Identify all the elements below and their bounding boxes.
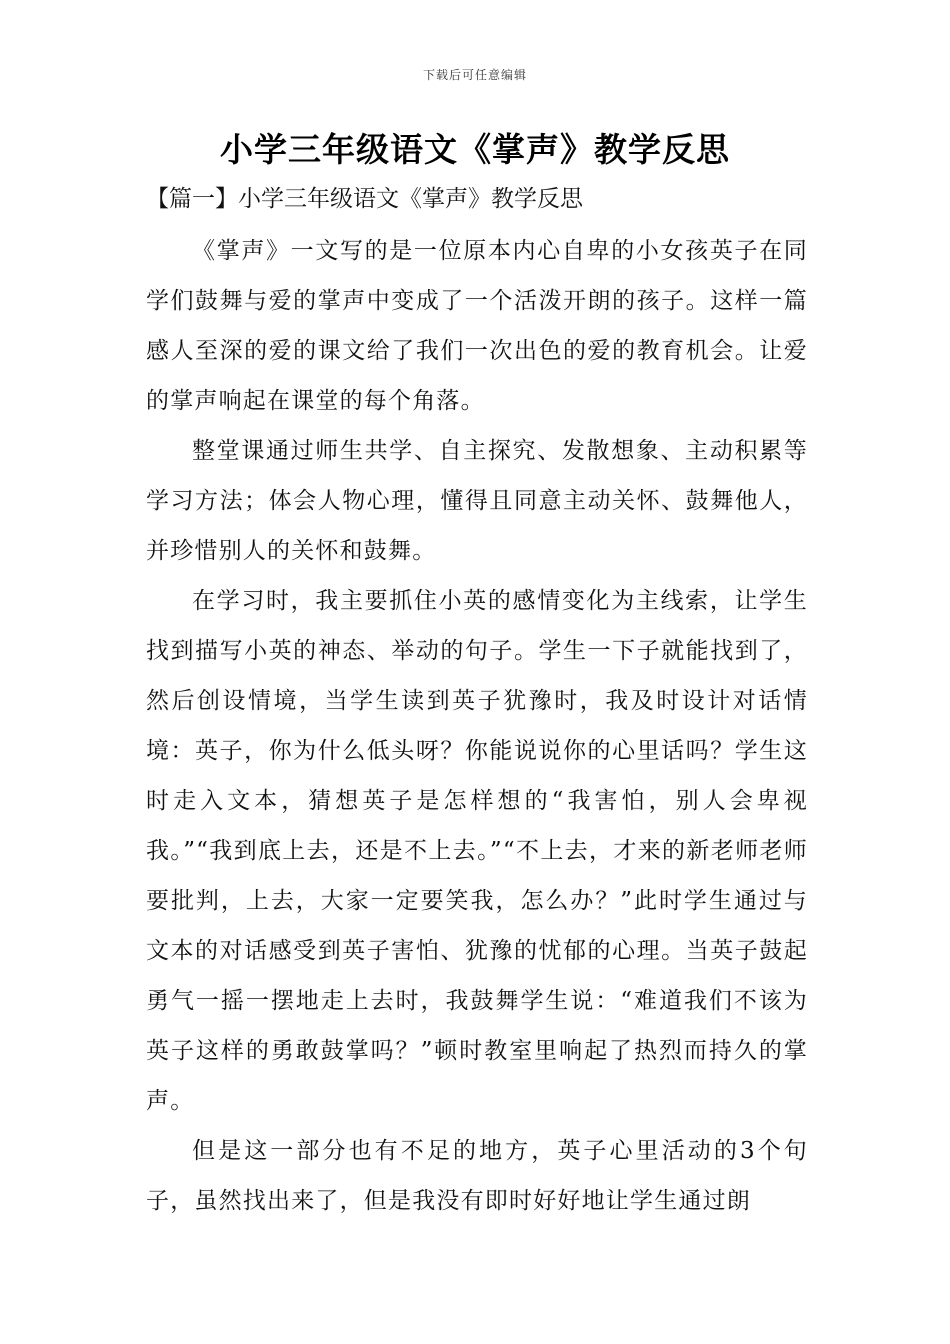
- paragraph-4: 但是这一部分也有不足的地方，英子心里活动的3个句子，虽然找出来了，但是我没有即时好好地让学生通过朗: [146, 1138, 808, 1214]
- paragraph-2: 整堂课通过师生共学、自主探究、发散想象、主动积累等学习方法；体会人物心理，懂得且同意主动关怀、鼓舞他人，并珍惜别人的关怀和鼓舞。: [146, 438, 808, 564]
- section-title: 【篇一】小学三年级语文《掌声》教学反思: [146, 186, 583, 212]
- document-body: [146, 226, 808, 1226]
- document-title: 小学三年级语文《掌声》教学反思: [220, 130, 730, 169]
- header-note: 下载后可任意编辑: [422, 68, 527, 82]
- paragraph-3: 在学习时，我主要抓住小英的感情变化为主线索，让学生找到描写小英的神态、举动的句子。学生一下子就能找到了，然后创设情境，当学生读到英子犹豫时，我及时设计对话情境：英子，你为什么低头呀？你能说说你的心里话吗？学生这时走入文本，猜想英子是怎样想的“我害怕，别人会卑视我。”“我到底上去，还是不上去。”“不上去，才来的新老师老师要批判，上去，大家一定要笑我，怎么办？”此时学生通过与文本的对话感受到英子害怕、犹豫的忧郁的心理。当英子鼓起勇气一摇一摆地走上去时，我鼓舞学生说：“难道我们不该为英子这样的勇敢鼓掌吗？”顿时教室里响起了热烈而持久的掌声。: [146, 588, 808, 1114]
- paragraph-1: 《掌声》一文写的是一位原本内心自卑的小女孩英子在同学们鼓舞与爱的掌声中变成了一个活泼开朗的孩子。这样一篇感人至深的爱的课文给了我们一次出色的爱的教育机会。让爱的掌声响起在课堂的每个角落。: [146, 238, 808, 414]
